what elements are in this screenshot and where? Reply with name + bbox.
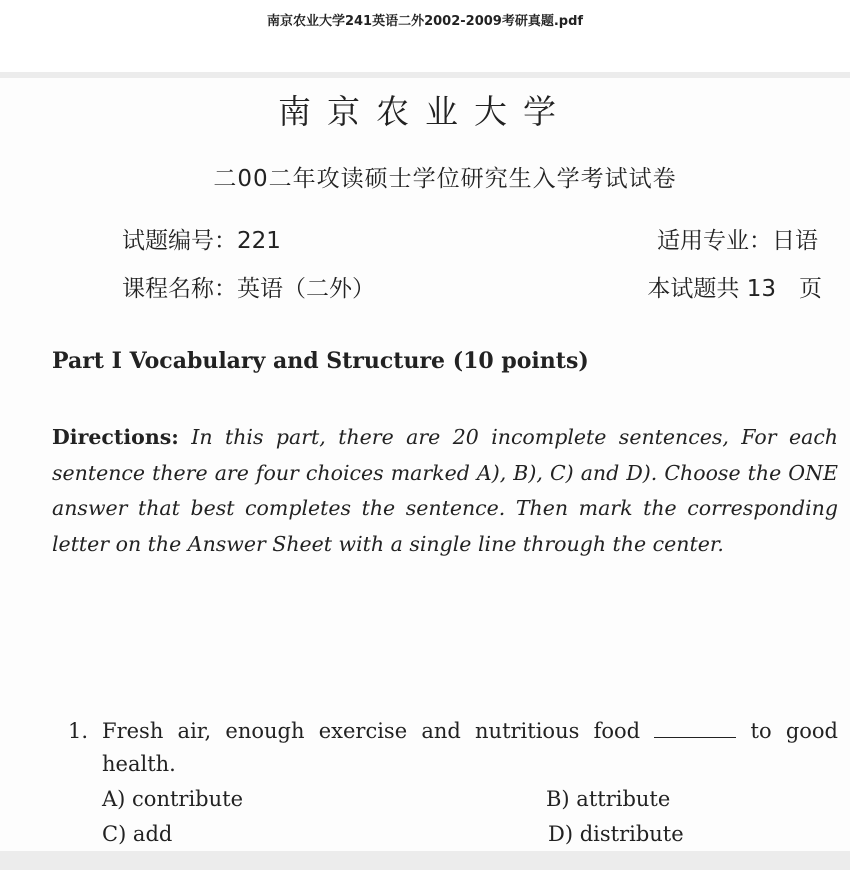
course-name: 课程名称：英语（二外） (122, 276, 375, 302)
option-d: D) distribute (548, 822, 684, 846)
answer-blank (654, 723, 736, 738)
directions-paragraph (52, 420, 838, 562)
question-stem (102, 714, 838, 748)
directions-lead: Directions: (52, 425, 179, 449)
page-count: 本试题共 13 页 (647, 276, 822, 302)
question-number: 1. (68, 719, 89, 743)
university-name: 南京农业大学 (278, 92, 572, 131)
option-a: A) contribute (102, 787, 243, 811)
part-heading: Part I Vocabulary and Structure (10 points) (52, 348, 589, 374)
file-title: 南京农业大学241英语二外2002-2009考研真题.pdf (266, 14, 584, 29)
question-text-before: Fresh air, enough exercise and nutritious food (102, 719, 641, 743)
option-c: C) add (102, 822, 173, 846)
exam-code: 试题编号：221 (122, 228, 281, 254)
question-1 (68, 714, 838, 780)
viewer-title-bar (0, 0, 850, 72)
directions-body: In this part, there are 20 incomplete sentences, For each sentence there are four choices marked A), B), C) and D). Choose the ONE answer that best completes the sentence. Then mark the corresponding letter on the Answer Sheet with a single line through the center. (52, 425, 838, 556)
question-text-after: to good (750, 719, 838, 743)
question-text-continued: health. (102, 752, 176, 776)
option-b: B) attribute (546, 787, 671, 811)
page-separator-bottom (0, 851, 850, 870)
exam-title: 二00二年攻读硕士学位研究生入学考试试卷 (213, 166, 677, 192)
applicable-major: 适用专业：日语 (657, 228, 818, 254)
